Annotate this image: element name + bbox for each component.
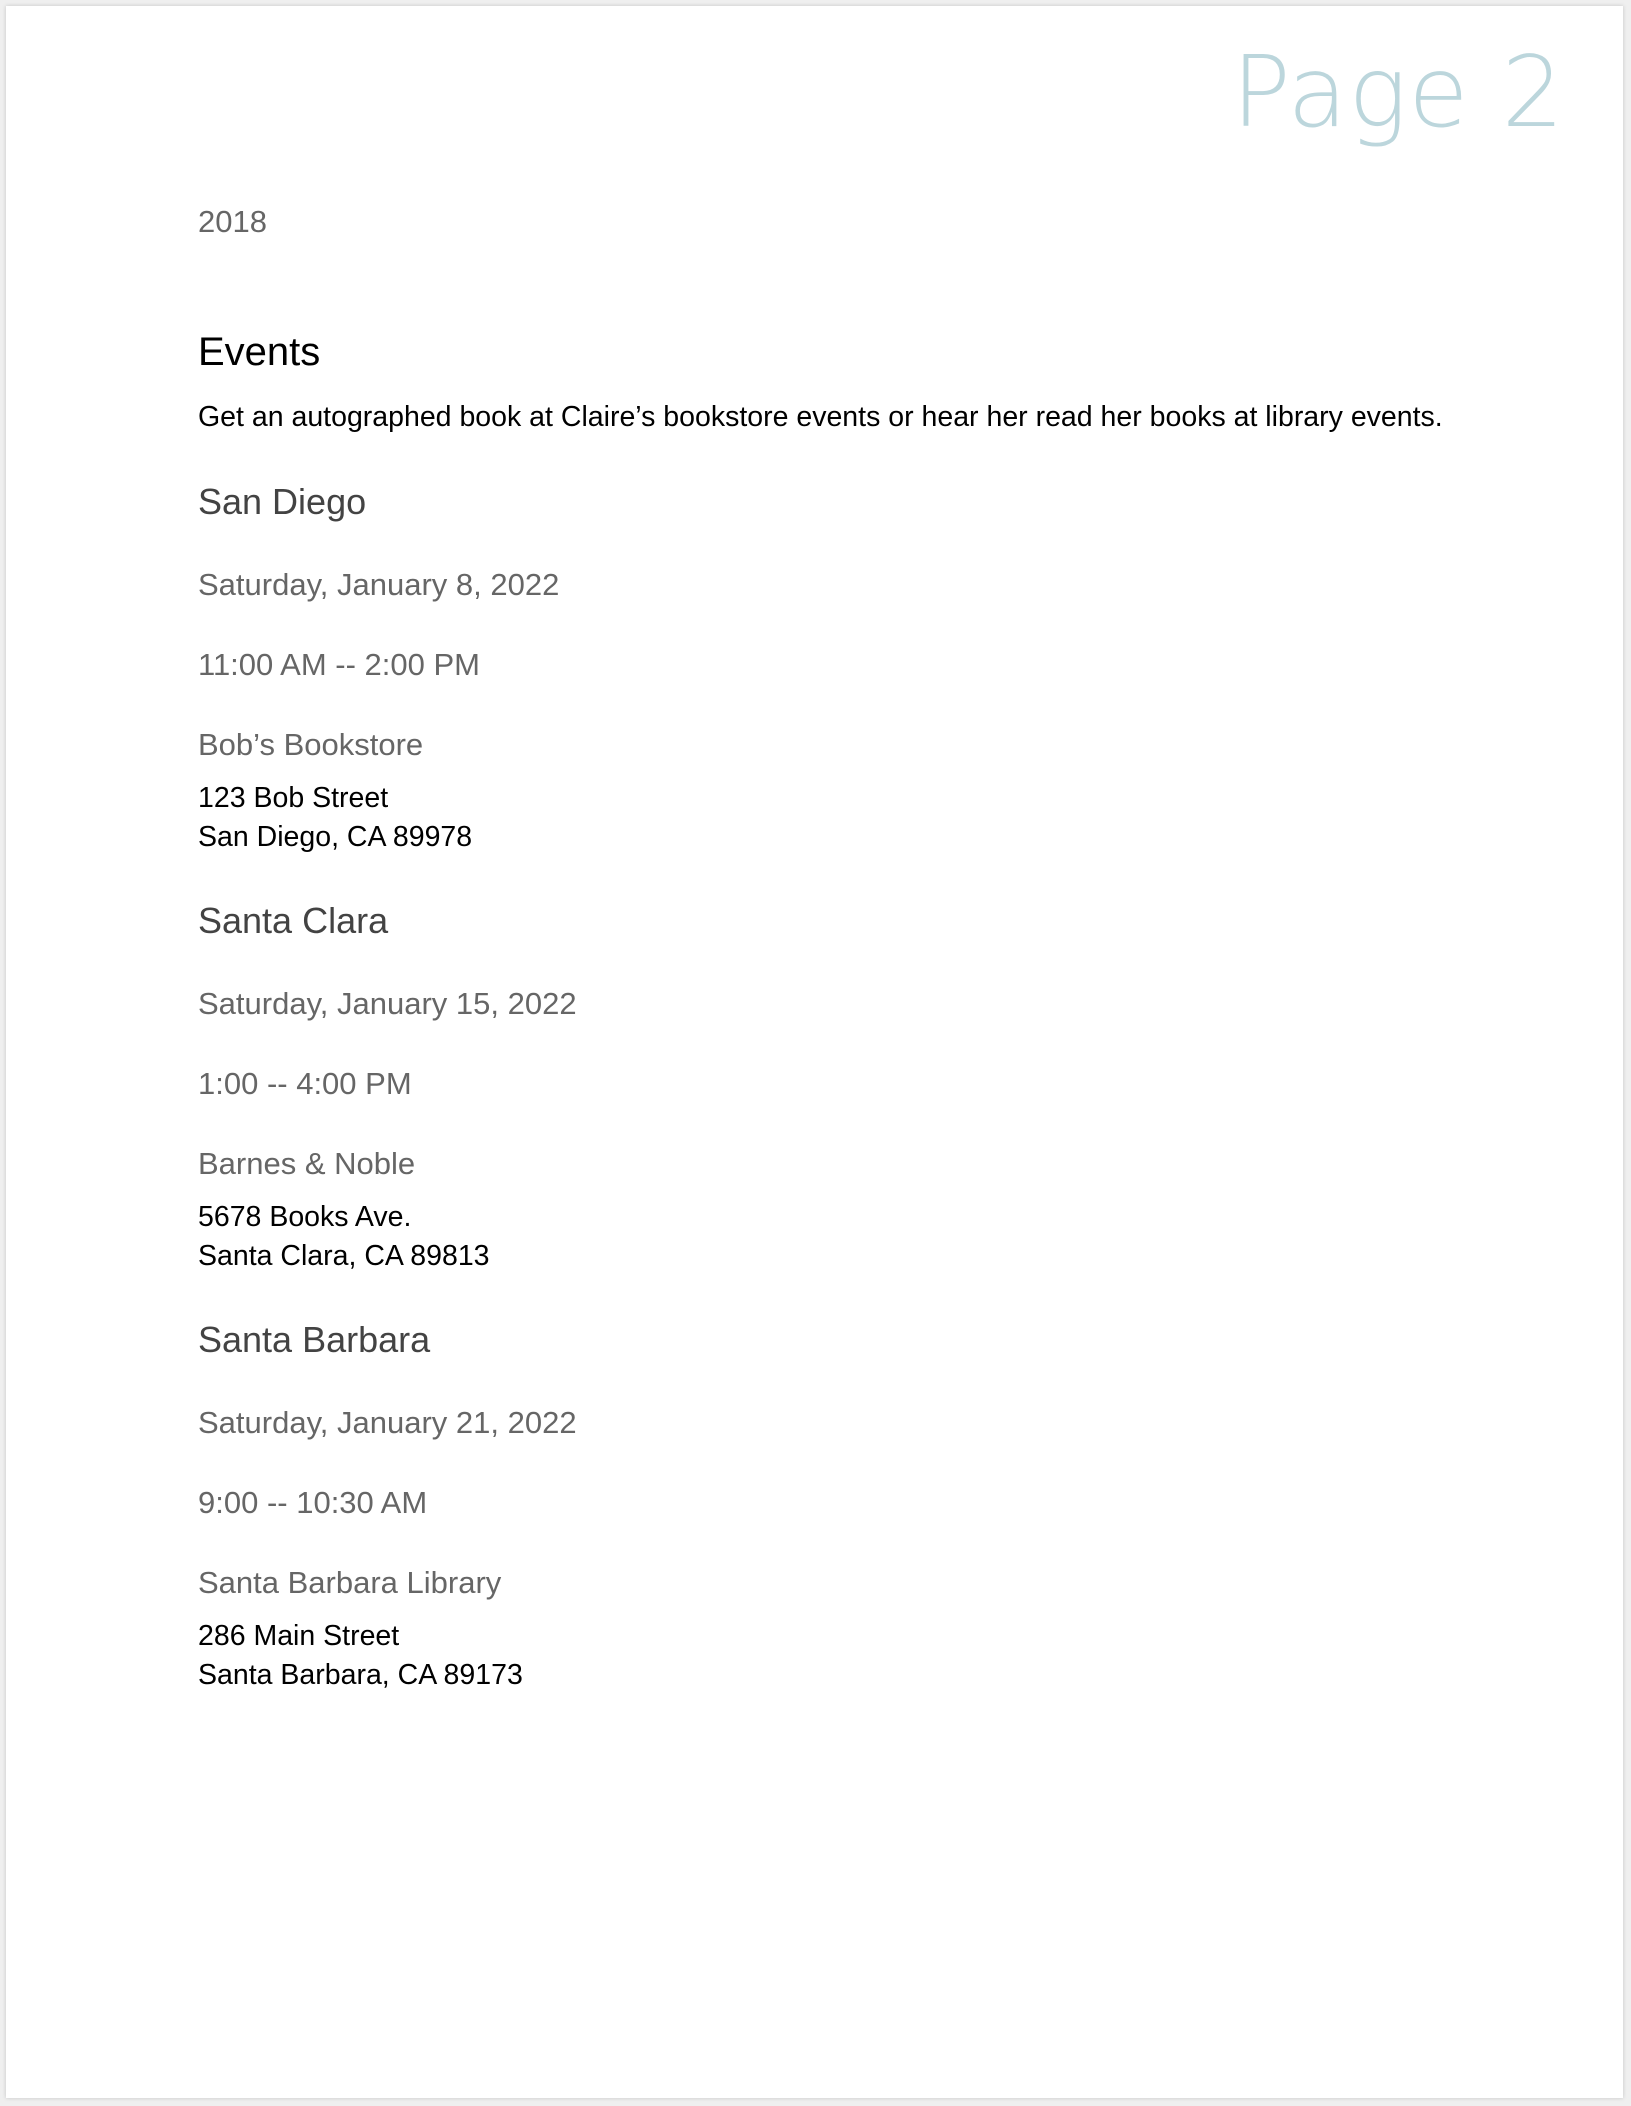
page-number-label: Page 2 xyxy=(1231,36,1565,150)
event-city: San Diego xyxy=(198,481,367,522)
address-line-1: 5678 Books Ave. xyxy=(198,1201,412,1233)
event-venue: Bob’s Bookstore xyxy=(198,727,424,762)
event-time: 1:00 -- 4:00 PM xyxy=(198,1066,412,1101)
intro-paragraph: Get an autographed book at Claire’s bookstore events or hear her read her books at library events. xyxy=(198,401,1443,433)
event-city: Santa Barbara xyxy=(198,1319,431,1360)
event-date: Saturday, January 15, 2022 xyxy=(198,986,577,1021)
address-line-1: 286 Main Street xyxy=(198,1620,400,1652)
event-address xyxy=(198,1198,1458,1275)
event-date: Saturday, January 21, 2022 xyxy=(198,1405,577,1440)
event-entry xyxy=(198,900,1458,1275)
address-line-1: 123 Bob Street xyxy=(198,782,389,814)
event-address xyxy=(198,1617,1458,1694)
address-line-2: Santa Barbara, CA 89173 xyxy=(198,1658,523,1691)
document-page xyxy=(6,6,1623,2098)
event-entry xyxy=(198,1319,1458,1694)
event-venue: Barnes & Noble xyxy=(198,1146,416,1181)
event-entry xyxy=(198,481,1458,856)
year-text: 2018 xyxy=(198,204,267,239)
event-date: Saturday, January 8, 2022 xyxy=(198,567,560,602)
address-line-2: San Diego, CA 89978 xyxy=(198,820,473,853)
event-city: Santa Clara xyxy=(198,900,389,941)
address-line-2: Santa Clara, CA 89813 xyxy=(198,1239,490,1272)
event-address xyxy=(198,779,1458,856)
event-venue: Santa Barbara Library xyxy=(198,1565,502,1600)
event-time: 9:00 -- 10:30 AM xyxy=(198,1485,428,1520)
section-title: Events xyxy=(198,330,321,374)
document-content xyxy=(198,204,1458,1694)
event-time: 11:00 AM -- 2:00 PM xyxy=(198,647,480,682)
